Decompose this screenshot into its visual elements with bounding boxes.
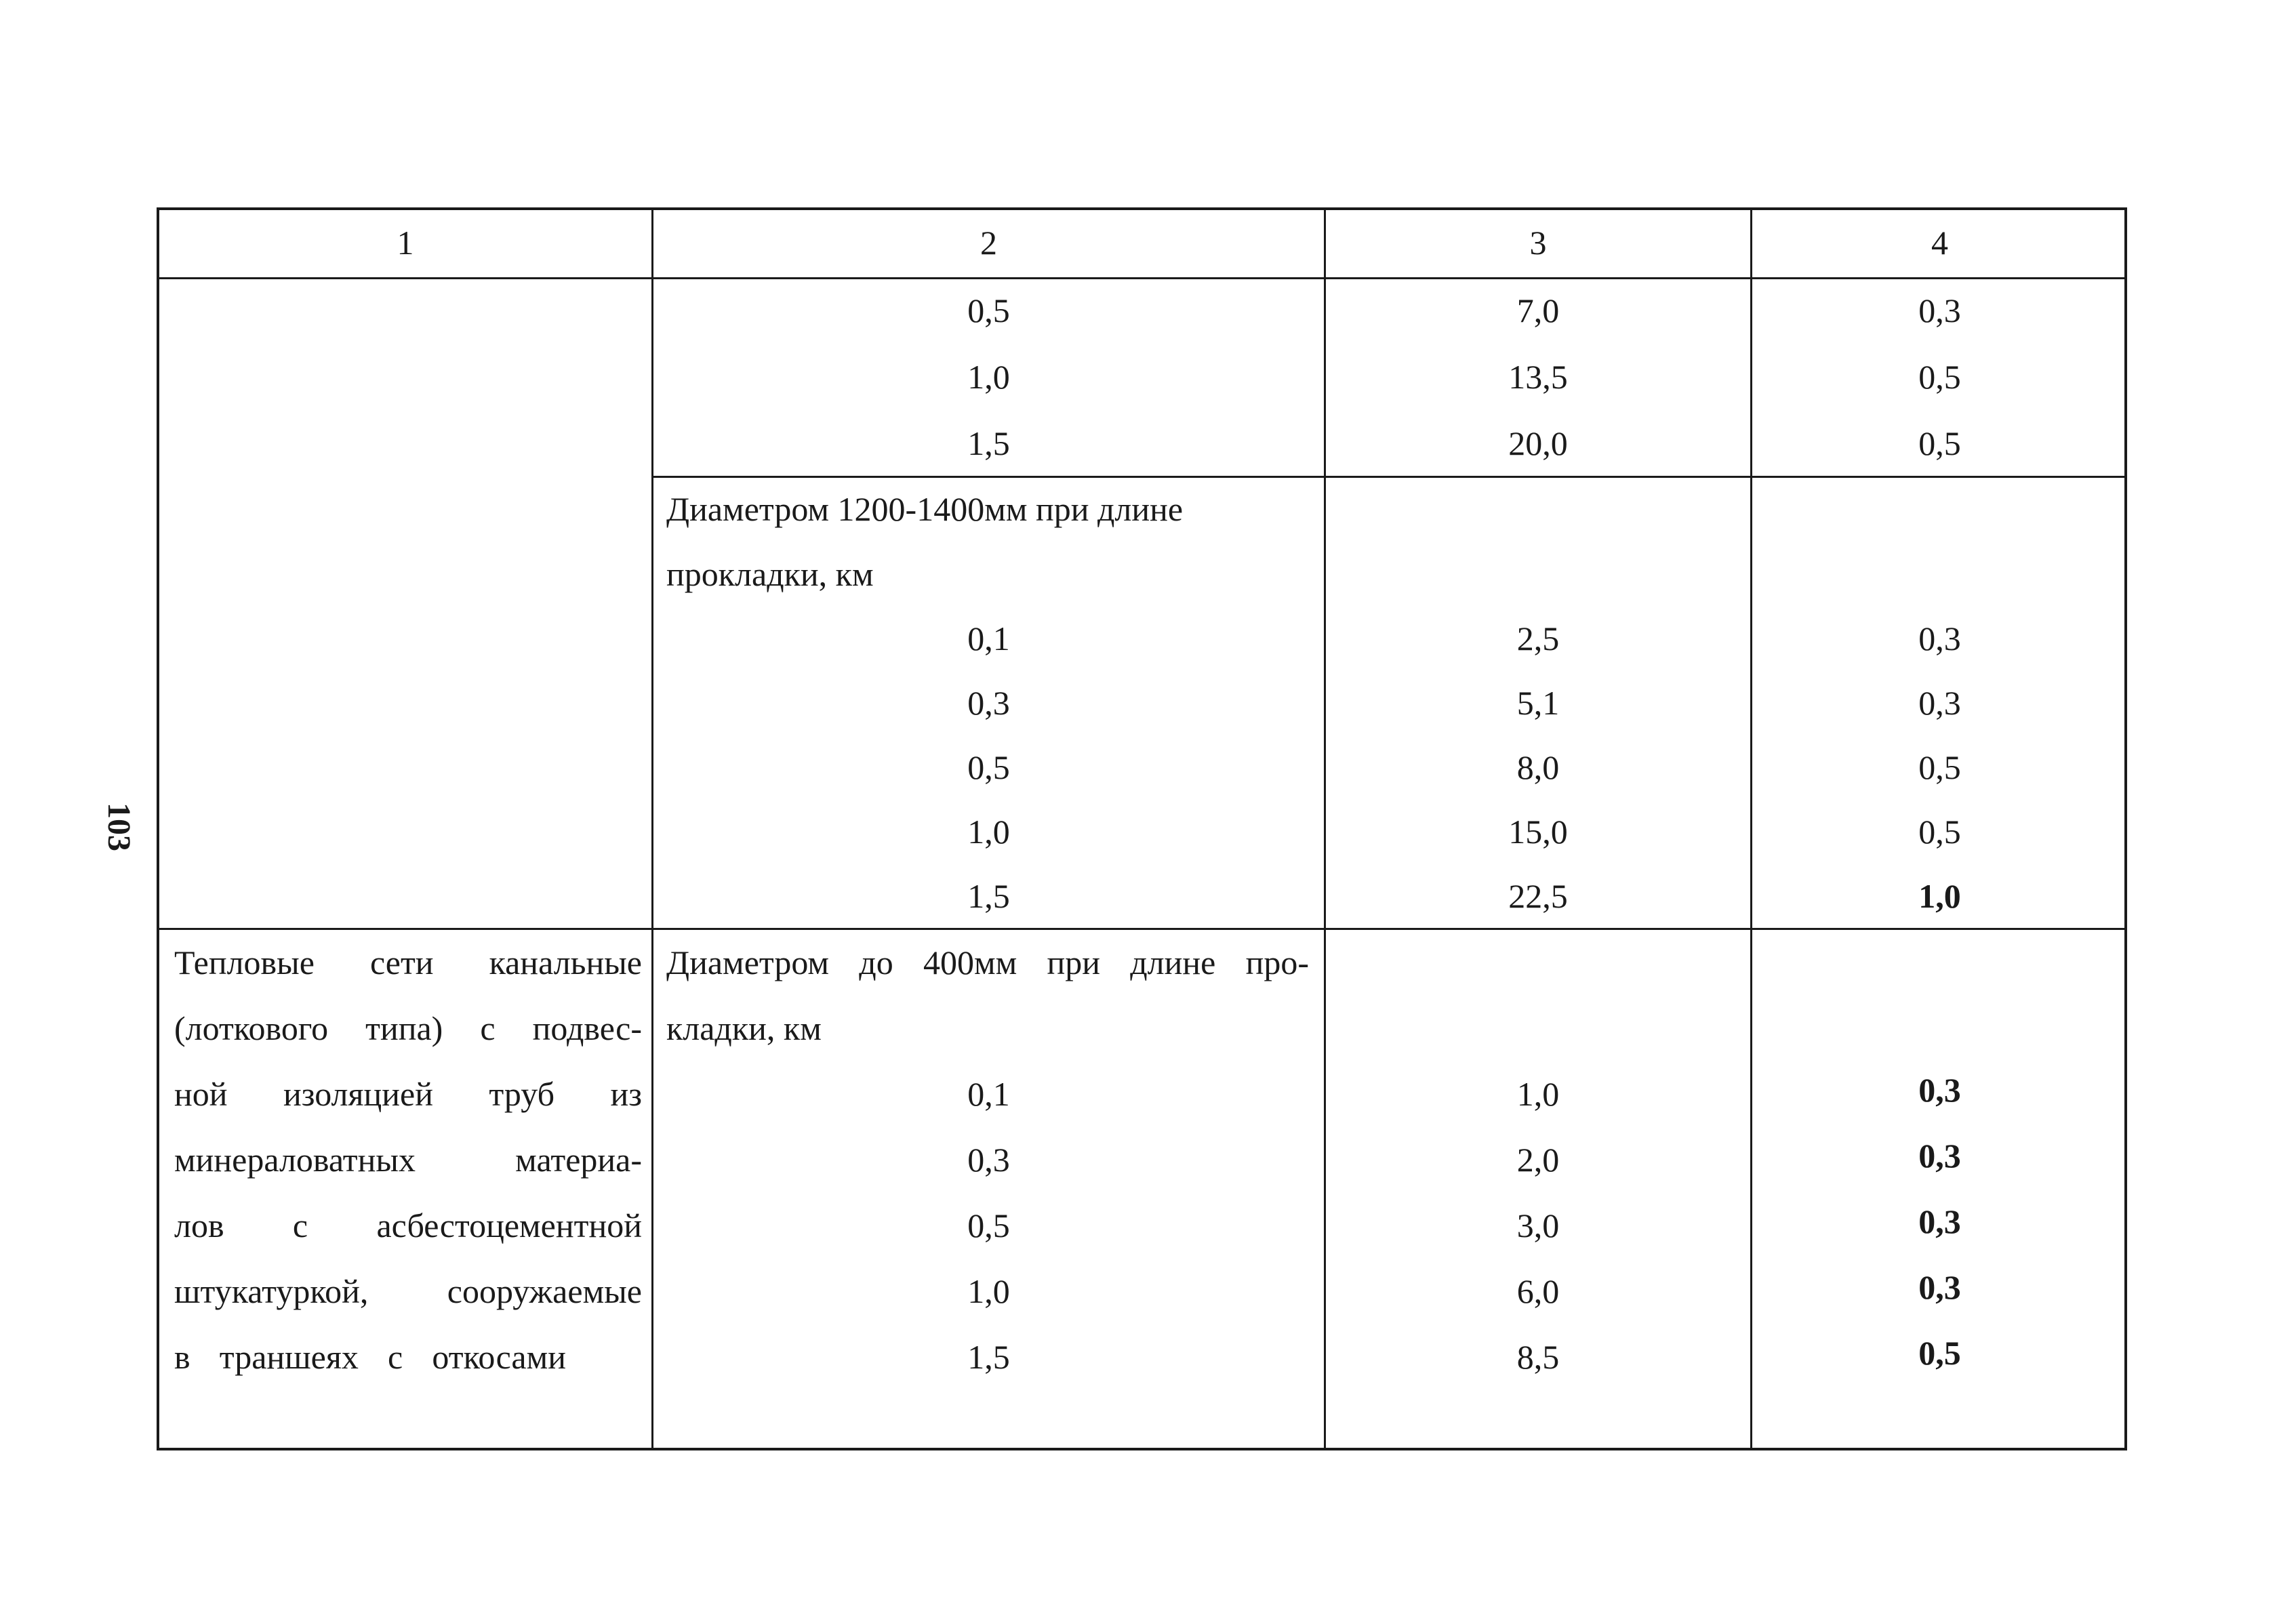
length-cell: 1,0	[967, 1272, 1010, 1310]
page-number: 103	[101, 803, 137, 851]
description-line: штукатуркой, сооружаемые	[174, 1272, 642, 1310]
value-cell: 0,3	[1918, 291, 1961, 329]
value-cell: 0,3	[1918, 1202, 1961, 1240]
length-cell: 1,5	[967, 1338, 1010, 1376]
value-cell: 20,0	[1508, 424, 1568, 462]
header-col-4: 4	[1931, 224, 1948, 262]
value-cell: 13,5	[1508, 358, 1568, 396]
description-line: Тепловые сети канальные	[174, 943, 642, 981]
length-cell: 0,1	[967, 620, 1010, 657]
subheading: Диаметром 1200-1400мм при длине	[666, 490, 1184, 528]
value-cell: 0,3	[1918, 1137, 1961, 1175]
value-cell: 8,5	[1516, 1338, 1560, 1376]
value-cell: 22,5	[1508, 877, 1568, 915]
length-cell: 1,5	[967, 877, 1010, 915]
length-cell: 0,5	[967, 748, 1010, 786]
length-cell: 0,1	[967, 1075, 1010, 1113]
value-cell: 0,5	[1918, 748, 1961, 786]
length-cell: 0,5	[967, 1206, 1010, 1244]
data-table	[157, 207, 2127, 1450]
value-cell: 0,3	[1918, 684, 1961, 722]
value-cell: 1,0	[1918, 877, 1961, 915]
header-col-2: 2	[980, 224, 997, 262]
value-cell: 1,0	[1516, 1075, 1560, 1113]
header-col-3: 3	[1529, 224, 1547, 262]
value-cell: 0,5	[1918, 358, 1961, 396]
value-cell: 3,0	[1516, 1206, 1560, 1244]
length-cell: 1,0	[967, 813, 1010, 851]
length-cell: 0,3	[967, 1141, 1010, 1179]
value-cell: 0,3	[1918, 620, 1961, 657]
length-cell: 0,3	[967, 684, 1010, 722]
value-cell: 2,5	[1516, 620, 1560, 657]
value-cell: 15,0	[1508, 813, 1568, 851]
value-cell: 0,3	[1918, 1071, 1961, 1109]
length-cell: 1,5	[967, 424, 1010, 462]
value-cell: 2,0	[1516, 1141, 1560, 1179]
value-cell: 5,1	[1516, 684, 1560, 722]
value-cell: 6,0	[1516, 1272, 1560, 1310]
description-line: ной изоляцией труб из	[174, 1075, 642, 1113]
length-cell: 0,5	[967, 291, 1010, 329]
value-cell: 0,5	[1918, 1334, 1961, 1372]
description-line: минераловатных материа-	[174, 1141, 642, 1179]
subheading: кладки, км	[666, 1009, 822, 1047]
length-cell: 1,0	[967, 358, 1010, 396]
value-cell: 0,3	[1918, 1268, 1961, 1306]
description-line: (лоткового типа) с подвес-	[174, 1009, 642, 1047]
value-cell: 0,5	[1918, 813, 1961, 851]
description-line: в траншеях с откосами	[174, 1338, 566, 1376]
subheading: Диаметром до 400мм при длине про-	[666, 943, 1309, 981]
value-cell: 0,5	[1918, 424, 1961, 462]
value-cell: 8,0	[1516, 748, 1560, 786]
header-col-1: 1	[397, 224, 414, 262]
subheading: прокладки, км	[666, 555, 874, 593]
value-cell: 7,0	[1516, 291, 1560, 329]
description-line: лов с асбестоцементной	[174, 1206, 642, 1244]
